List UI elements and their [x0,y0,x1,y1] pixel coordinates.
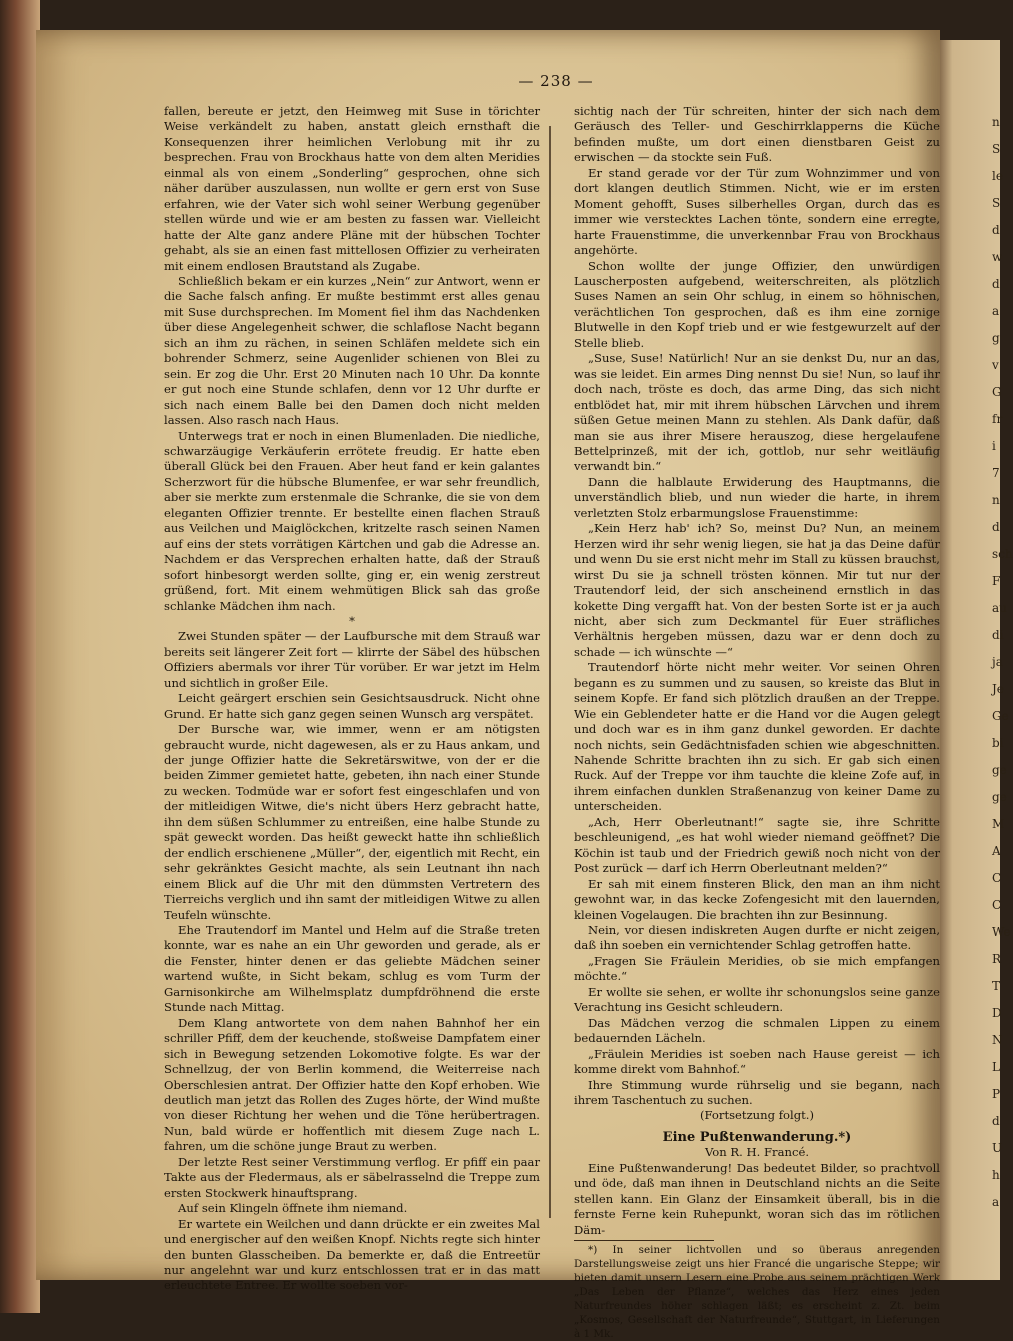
next-page-fragment: di [992,628,1004,642]
paragraph: Er stand gerade vor der Tür zum Wohnzimmer und von dort klangen deutlich Stimmen. Nicht, wie er im ersten Moment gehofft, Suses silberhelles Organ, durch das es immer wie verstecktes Lachen tönte, sondern eine erregte, harte Frauenstimme, die unverkennbar Frau von Brockhaus angehörte. [574,165,940,258]
next-page-fragment: Ge [992,709,1009,723]
next-page-fragment: C [992,871,1002,885]
next-page-fragment: w [992,250,1003,264]
next-page-fragment: L [992,1060,1000,1074]
paragraph: Er wollte sie sehen, er wollte ihr schonungslos seine ganze Verachtung ins Gesicht schleudern. [574,984,940,1015]
footnote-rule [574,1240,714,1241]
paragraph: Zwei Stunden später — der Laufbursche mit dem Strauß war bereits seit längerer Zeit fort — klirrte der Säbel des hübschen Offiziers abermals vor ihrer Tür vorüber. Er war jetzt im Helm und sichtlich in großer Eile. [164,629,540,690]
next-page-fragment: au [992,601,1007,615]
next-page-fragment: We [992,925,1011,939]
next-page-fragment: S [992,142,1001,156]
paragraph: Er wartete ein Weilchen und dann drückte er ein zweites Mal und energischer auf den weißen Knopf. Nichts regte sich hinter den bunten Glasscheiben. Da bemerkte er, daß die Entreetür nur angelehnt war und kurz entschlossen trat er in das matt erleuchtete Entree. Er wollte soeben vor- [164,1216,540,1293]
page-number: — 238 — [518,72,594,90]
paragraph: Schließlich bekam er ein kurzes „Nein“ zur Antwort, wenn er die Sache falsch anfing. Er mußte bestimmt erst alles genau mit Suse durchsprechen. Im Moment fiel ihm das Nachdenken über diese Angelegenheit schwer, die schlaflose Nacht begann sich an ihm zu rächen, in seinen Schläfen meldete sich ein bohrender Schmerz, seine Augenlider schienen von Blei zu sein. Er zog die Uhr. Erst 20 Minuten nach 10 Uhr. Da konnte er gut noch eine Stunde schlafen, denn vor 12 Uhr durfte er sich nach einem Balle bei den Damen doch nicht melden lassen. Also rasch nach Haus. [164,273,540,428]
paragraph: Eine Pußtenwanderung! Das bedeutet Bilder, so prachtvoll und öde, daß man ihnen in Deutschland nichts an die Seite stellen kann. Ein Glanz der Einsamkeit überall, bis in die fernste Ferne kein Ruhepunkt, woran sich das im rötlichen Däm- [574,1160,940,1237]
article-title: Eine Pußtenwanderung.*) [662,1129,852,1145]
paragraph: sichtig nach der Tür schreiten, hinter der sich nach dem Geräusch des Teller- und Geschirrklapperns die Küche befinden mußte, um dort einen dienstbaren Geist zu erwischen — da stockte sein Fuß. [574,104,940,165]
paragraph: Nein, vor diesen indiskreten Augen durfte er nicht zeigen, daß ihn soeben ein vernichtender Schlag getroffen hatte. [574,923,940,953]
continued-note: (Fortsetzung folgt.) [699,1108,814,1123]
paragraph: Schon wollte der junge Offizier, den unwürdigen Lauscherposten aufgebend, weiterschreiten, als plötzlich Suses Namen an sein Ohr schlug, in einem so höhnischen, verächtlichen Ton gesprochen, daß es ihm eine zornige Blutwelle in den Kopf trieb und er wie festgewurzelt auf der Stelle blieb. [574,258,940,350]
paragraph: Dann die halblaute Erwiderung des Hauptmanns, die unverständlich blieb, und nun wieder die harte, in ihrem verletzten Stolz erbarmungslose Frauenstimme: [574,474,940,520]
page-sheet [36,30,940,1341]
next-page-fragment: R [992,952,1002,966]
column-divider [549,126,551,1218]
next-page-fragment: fr [992,412,1003,426]
paragraph: Er sah mit einem finsteren Blick, den man an ihm nicht gewohnt war, in das kecke Zofengesicht mit den lauernden, kleinen Vogelaugen. Die brachten ihn zur Besinnung. [574,876,940,922]
paragraph: Das Mädchen verzog die schmalen Lippen zu einem bedauernden Lächeln. [574,1015,940,1046]
next-page-fragment: T [992,979,1001,993]
paragraph: „Fragen Sie Fräulein Meridies, ob sie mich empfangen möchte.“ [574,953,940,984]
next-page-fragment: h [992,1168,1000,1182]
next-page-fragment: n [992,115,1000,129]
paragraph: Ihre Stimmung wurde rührselig und sie begann, nach ihrem Taschentuch zu suchen. [574,1077,940,1107]
paragraph: Leicht geärgert erschien sein Gesichtsausdruck. Nicht ohne Grund. Er hatte sich ganz gegen seinen Wunsch arg verspätet. [164,691,540,721]
next-page-fragment: U [992,1141,1003,1155]
article-byline: Von R. H. Francé. [704,1145,810,1160]
paragraph: fallen, bereute er jetzt, den Heimweg mit Suse in törichter Weise verkändelt zu haben, anstatt gleich ernsthaft die Konsequenzen ihrer heimlichen Verlobung mit ihr zu besprechen. Frau von Brockhaus hatte von dem alten Meridies einmal als von einem „Sonderling“ gesprochen, ohne sich näher darüber auszulassen, nun wollte er gern erst von Suse erfahren, wie der Vater sich wohl seiner Werbung gegenüber stellen würde und wie er am besten zu fassen war. Vielleicht hatte der Alte ganz andere Pläne mit der hübschen Tochter gehabt, als sie an einen fast mittellosen Offizier zu verheiraten mit einem endlosen Brautstand als Zugabe. [164,104,540,273]
next-page-fragment: a [992,1195,1000,1209]
next-page-fragment: d [992,223,1000,237]
next-page-fragment: le [992,169,1003,183]
next-page-fragment: ja [992,655,1003,669]
next-page-fragment: D [992,1006,1002,1020]
next-page-fragment: C [992,898,1002,912]
next-page-fragment: n [992,493,1000,507]
paragraph: Ehe Trautendorf im Mantel und Helm auf die Straße treten konnte, war es nahe an ein Uhr geworden und gerade, als er die Fenster, hinter denen er das geliebte Mädchen seiner wartend wußte, in Sicht bekam, schlug es vom Turm der Garnisonkirche am Wilhelmsplatz dumpfdröhnend die erste Stunde nach Mittag. [164,923,540,1015]
paragraph: „Ach, Herr Oberleutnant!“ sagte sie, ihre Schritte beschleunigend, „es hat wohl wieder niemand geöffnet? Die Köchin ist taub und der Friedrich gewiß noch nicht von der Post zurück — darf ich Herrn Oberleutnant melden?“ [574,814,940,876]
next-page-fragment: d [992,1114,1000,1128]
next-page-fragment: S [992,196,1001,210]
next-page-fragment: A [992,844,1001,858]
paragraph: „Kein Herz hab' ich? So, meinst Du? Nun, an meinem Herzen wird ihr sehr wenig liegen, sie hat ja das Deine dafür und wenn Du sie erst nicht mehr im Stall zu küssen brauchst, wirst Du sie ja schnell trösten können. Mir tut nur der Trautendorf leid, der sich anscheinend ernstlich in das kokette Ding vergafft hat. Von der besten Sorte ist er ja auch nicht, aber sich zum Deckmantel für Euer sträfliches Verhältnis hergeben müssen, dazu war er denn doch zu schade — ich wünschte —“ [574,521,940,659]
paragraph: Dem Klang antwortete von dem nahen Bahnhof her ein schriller Pfiff, dem der keuchende, stoßweise Dampfatem einer sich in Bewegung setzenden Lokomotive folgte. Es war der Schnellzug, der von Berlin kommend, die Weiterreise nach Oberschlesien antrat. Der Offizier hatte den Kopf erhoben. Wie deutlich man jetzt das Rollen des Zuges hörte, der Wind mußte von dieser Richtung her wehen und die Töne herübertragen. Nun, bald würde er hoffentlich mit diesem Zuge nach L. fahren, um die schöne junge Braut zu werben. [164,1015,540,1154]
next-page-edge [932,40,1013,1280]
next-page-fragment: Je [992,682,1004,696]
paragraph: Trautendorf hörte nicht mehr weiter. Vor seinen Ohren begann es zu summen und zu sausen, so kreiste das Blut in seinem Kopfe. Er fand sich plötzlich draußen an der Treppe. Wie ein Geblendeter hatte er die Hand vor die Augen gelegt und doch war es in ihm ganz dunkel geworden. Er dachte noch nichts, sein Gedächtnisfaden schien wie abgeschnitten. Nahende Schritte brachten ihn zu sich. Er gab sich einen Ruck. Auf der Treppe vor ihm tauchte die kleine Zofe auf, in ihrem einfachen dunklen Straßenanzug von keiner Dame zu unterscheiden. [574,660,940,814]
next-page-fragment: i [992,439,996,453]
next-page-fragment: bi [992,736,1004,750]
next-page-fragment: sch [992,547,1013,561]
next-page-fragment: P [992,1087,1001,1101]
next-page-fragment: ge [992,763,1007,777]
paragraph: Der Bursche war, wie immer, wenn er am nötigsten gebraucht wurde, nicht dagewesen, als er zu Haus ankam, und der junge Offizier hatte die Sekretärswitwe, von der er die beiden Zimmer gemietet hatte, gebeten, ihn nach einer Stunde zu wecken. Todmüde war er sofort fest eingeschlafen und von der mitleidigen Witwe, die's nicht übers Herz gebracht hatte, ihn dem süßen Schlummer zu entreißen, eine halbe Stunde zu spät geweckt worden. Das heißt geweckt hatte ihn schließlich der endlich erschienene „Müller“, der, eigentlich mit Recht, ein sehr gekränktes Gesicht machte, als sein Leutnant ihn nach einem Blick auf die Uhr mit den dümmsten Vertretern des Tierreichs verglich und ihn samt der mitleidigen Witwe zu allen Teufeln wünschte. [164,722,540,922]
footnote: *) In seiner lichtvollen und so überaus anregenden Darstellungsweise zeigt uns hier Francé die ungarische Steppe; wir bieten damit unsern Lesern eine Probe aus seinem prächtigen Werk „Das Leben der Pflanze“, welches das Herz eines jeden Naturfreundes höher schlagen läßt; es erscheint z. Zt. beim „Kosmos, Gesellschaft der Naturfreunde“, Stuttgart, in Lieferungen à 1 Mk. [574,1244,940,1341]
paragraph: Auf sein Klingeln öffnete ihm niemand. [178,1201,408,1216]
section-separator: * [349,613,355,628]
book-spine-edge [0,0,40,1313]
next-page-fragment: a [992,304,1000,318]
paragraph: Der letzte Rest seiner Verstimmung verflog. Er pfiff ein paar Takte aus der Fledermaus, als er säbelrasselnd die Treppe zum ersten Stockwerk hinauftsprang. [164,1154,540,1200]
next-page-fragment: v [992,358,999,372]
right-column [574,104,940,1341]
next-page-fragment: d [992,277,1000,291]
next-page-fragment: 7 [992,466,1000,480]
next-page-fragment: M [992,817,1005,831]
next-page-fragment: ge [992,790,1007,804]
next-page-fragment: G [992,385,1002,399]
paragraph: Unterwegs trat er noch in einen Blumenladen. Die niedliche, schwarzäugige Verkäuferin errötete freudig. Er hatte eben überall Glück bei den Frauen. Aber heut fand er kein galantes Scherzwort für die hübsche Blumenfee, er war sehr freundlich, aber sie merkte zum erstenmale die Schranke, die sie von dem eleganten Offizier trennte. Er bestellte einen flachen Strauß aus Veilchen und Maiglöckchen, kritzelte rasch seinen Namen auf eins der stets vorrätigen Kärtchen und gab die Adresse an. Nachdem er das Versprechen erhalten hatte, daß der Strauß sofort hinbesorgt werden sollte, ging er, ein wenig zerstreut grüßend, fort. Mit einem wehmütigen Blick sah das große schlanke Mädchen ihm nach. [164,428,540,613]
next-page-fragment: g [992,331,1000,345]
next-page-fragment: d [992,520,1000,534]
next-page-fragment: F [992,574,1001,588]
paragraph: „Suse, Suse! Natürlich! Nur an sie denkst Du, nur an das, was sie leidet. Ein armes Ding nennst Du sie! Nun, so lauf ihr doch nach, tröste es doch, das arme Ding, das sich nicht entblödet hat, mir mit ihrem hübschen Lärvchen und ihrem süßen Getue meinen Mann zu stehlen. Als Dank dafür, daß man sie aus ihrer Misere herauszog, diese hergelaufene Bettelprinzeß, mit der ich, gottlob, nur sehr weitläufig verwandt bin.“ [574,351,940,474]
left-column [164,104,540,1294]
paragraph: „Fräulein Meridies ist soeben nach Hause gereist — ich komme direkt vom Bahnhof.“ [574,1046,940,1077]
next-page-fragment: N [992,1033,1003,1047]
